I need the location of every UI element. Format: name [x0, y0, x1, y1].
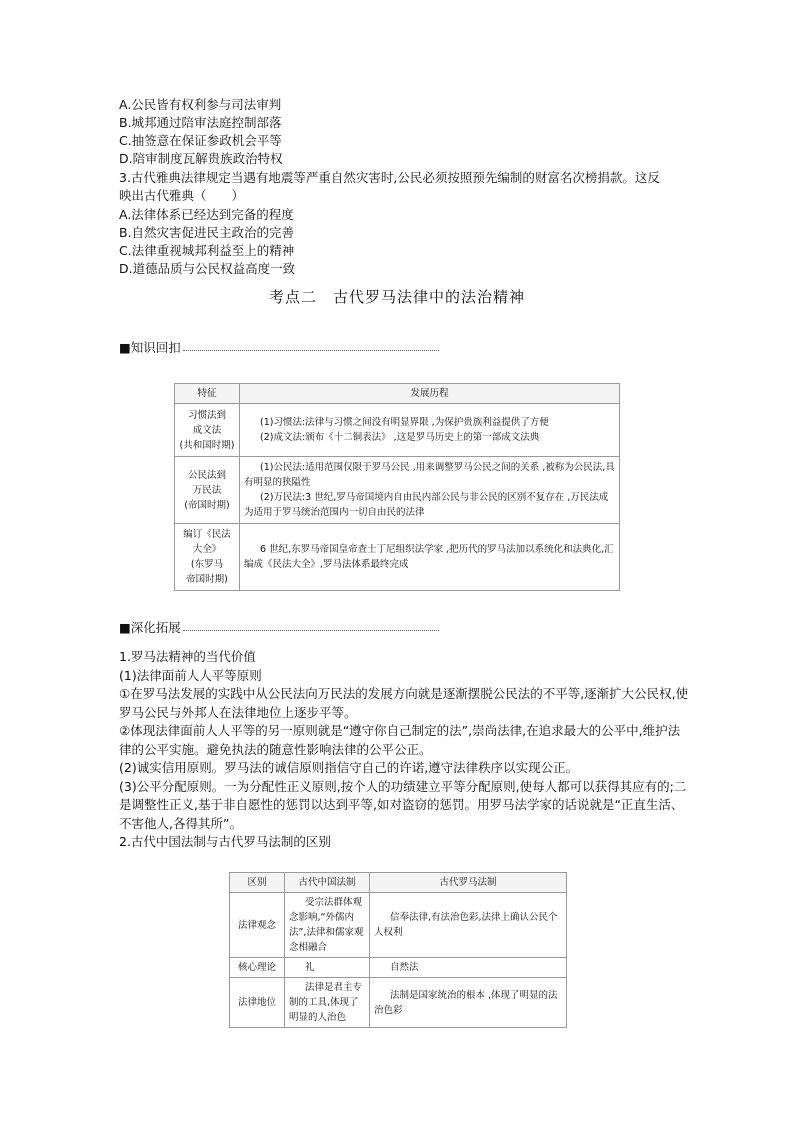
history-cell — [240, 457, 620, 524]
compare-cell: 法律地位 — [230, 978, 285, 1028]
compare-cell — [370, 958, 567, 978]
compare-cell — [285, 958, 370, 978]
q3-stem-line2: 映出古代雅典（ ） — [119, 188, 245, 203]
knowledge-table — [174, 383, 620, 591]
compare-cell — [370, 893, 567, 958]
feature-cell: 习惯法到 成文法 (共和国时期) — [175, 404, 240, 457]
cell-text: 信奉法律,有法治色彩,法律上确认公民个人权利 — [374, 912, 558, 938]
table-row — [175, 524, 620, 591]
history-line: (1)公民法:适用范围仅限于罗马公民 ,用来调整罗马公民之间的关系 ,被称为公民法,具有明显的狭隘性 — [244, 462, 615, 488]
q3-stem-line1: 3.古代雅典法律规定当遇有地震等严重自然灾害时,公民必须按照预先编制的财富名次榜捐款。这反 — [119, 170, 660, 185]
q2-option-c: C.抽签意在保证参政机会平等 — [119, 133, 282, 148]
cell-text: 礼 — [305, 962, 315, 973]
history-cell — [240, 524, 620, 591]
table-row — [175, 404, 620, 457]
section-title: 考点二 古代罗马法律中的法治精神 — [268, 288, 525, 306]
q2-option-a: A.公民皆有权利参与司法审判 — [119, 97, 282, 112]
q3-option-c: C.法律重视城邦利益至上的精神 — [119, 243, 295, 258]
table-row — [230, 978, 567, 1028]
paragraph: (1)法律面前人人平等原则 — [119, 667, 262, 683]
dotted-divider — [183, 630, 439, 631]
comparison-table — [229, 872, 567, 1028]
history-line: (2)万民法:3 世纪,罗马帝国境内自由民内部公民与非公民的区别不复存在 ,万民法成为适用于罗马统治范围内一切自由民的法律 — [244, 492, 609, 518]
compare-cell: 法律观念 — [230, 893, 285, 958]
deepen-heading-text: ■深化拓展 — [119, 620, 181, 635]
paragraph: ①在罗马法发展的实践中从公民法向万民法的发展方向就是逐渐摆脱公民法的不平等,逐渐扩大公民权,使罗马公民与外邦人在法律地位上逐步平等。 — [119, 686, 689, 720]
deepen-heading — [119, 618, 439, 636]
table-row — [175, 457, 620, 524]
deepen-body — [119, 648, 689, 852]
compare-header: 古代罗马法制 — [370, 873, 567, 893]
feature-cell: 编订《民法 大全》 (东罗马 帝国时期) — [175, 524, 240, 591]
history-line: (1)习惯法:法律与习惯之间没有明显界限 ,为保护贵族利益提供了方便 — [260, 417, 549, 428]
compare-header: 古代中国法制 — [285, 873, 370, 893]
paragraph: (3)公平分配原则。一为分配性正义原则,按个人的功绩建立平等分配原则,使每人都可以获得其应有的;二是调整性正义,基于非自愿性的惩罚以达到平等,如对盗窃的惩罚。用罗马法学家的话说就是“正直生活、不害他人,各得其所”。 — [119, 778, 687, 831]
compare-cell: 核心理论 — [230, 958, 285, 978]
paragraph: 2.古代中国法制与古代罗马法制的区别 — [119, 834, 331, 849]
q3-option-d: D.道德品质与公民权益高度一致 — [119, 261, 296, 276]
compare-cell — [285, 978, 370, 1028]
paragraph: 1.罗马法精神的当代价值 — [119, 649, 256, 664]
cell-text: 受宗法群体观念影响,“外儒内法”,法律和儒家观念相融合 — [289, 897, 364, 953]
paragraph: (2)诚实信用原则。罗马法的诚信原则指信守自己的许诺,遵守法律秩序以实现公正。 — [119, 760, 579, 775]
knowledge-heading-text: ■知识回扣 — [119, 340, 181, 355]
history-cell — [240, 404, 620, 457]
compare-cell — [370, 978, 567, 1028]
dotted-divider — [183, 350, 439, 351]
table-header-feature: 特征 — [175, 384, 240, 404]
compare-header: 区别 — [230, 873, 285, 893]
cell-text: 自然法 — [390, 962, 419, 973]
knowledge-heading — [119, 338, 439, 356]
paragraph: ②体现法律面前人人平等的另一原则就是“遵守你自己制定的法”,崇尚法律,在追求最大的公平中,维护法律的公平实施。避免执法的随意性影响法律的公平公正。 — [119, 723, 681, 757]
table-header-history: 发展历程 — [240, 384, 620, 404]
q2-option-d: D.陪审制度瓦解贵族政治特权 — [119, 151, 283, 166]
history-line: (2)成文法:颁布《十二铜表法》 ,这是罗马历史上的第一部成文法典 — [260, 432, 540, 443]
feature-cell: 公民法到 万民法 (帝国时期) — [175, 457, 240, 524]
q3-option-b: B.自然灾害促进民主政治的完善 — [119, 225, 295, 240]
cell-text: 法律是君主专制的工具,体现了明显的人治色 — [289, 982, 363, 1023]
compare-cell — [285, 893, 370, 958]
history-line: 6 世纪,东罗马帝国皇帝查士丁尼组织法学家 ,把历代的罗马法加以系统化和法典化,汇编成《民法大全》,罗马法体系最终完成 — [244, 544, 614, 570]
q3-option-a: A.法律体系已经达到完备的程度 — [119, 207, 294, 222]
q2-option-b: B.城邦通过陪审法庭控制部落 — [119, 115, 282, 130]
table-row — [230, 958, 567, 978]
cell-text: 法制是国家统治的根本 ,体现了明显的法治色彩 — [374, 989, 558, 1016]
table-row — [230, 893, 567, 958]
